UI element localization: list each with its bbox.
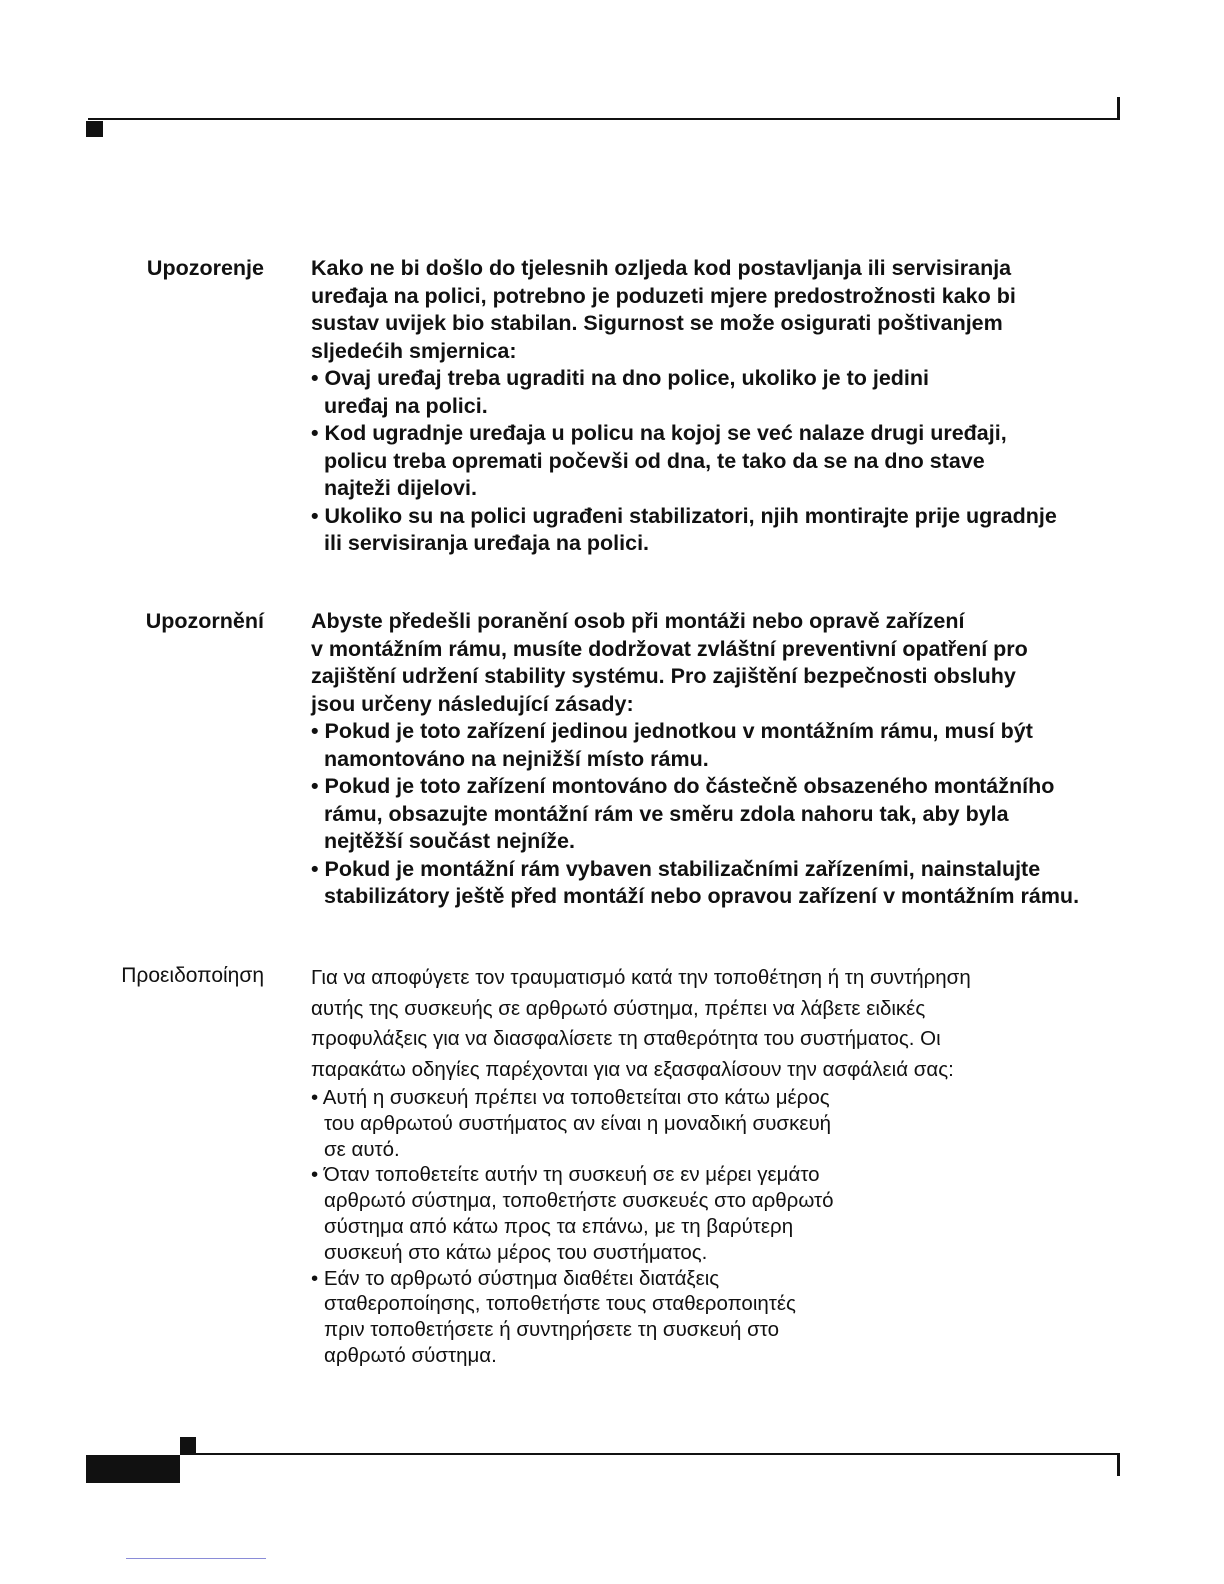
warning-intro-line: Kako ne bi došlo do tjelesnih ozljeda kod postavljanja ili servisiranja	[311, 256, 1012, 280]
bullet-line: • Όταν τοποθετείτε αυτήν τη συσκευή σε εν μέρει γεμάτο	[311, 1163, 820, 1187]
warning-intro-line: Abyste předešli poranění osob při montáži nebo opravě zařízení	[311, 609, 965, 633]
bullet-line: • Εάν το αρθρωτό σύστημα διαθέτει διατάξεις	[311, 1266, 720, 1290]
bullet-continuation: ili servisiranja uređaja na polici.	[324, 531, 650, 555]
warning-bullet	[311, 773, 1116, 856]
bullet-line: • Pokud je toto zařízení montováno do částečně obsazeného montážního	[311, 774, 1055, 798]
warning-intro-line: sljedećih smjernica:	[311, 338, 517, 363]
bullet-continuation: πριν τοποθετήσετε ή συντηρήσετε τη συσκευή στο	[324, 1318, 780, 1342]
bullet-line: • Ovaj uređaj treba ugraditi na dno police, ukoliko je to jedini	[311, 366, 929, 390]
warning-bullet-list	[311, 365, 1116, 558]
warning-intro-line: αυτής της συσκευής σε αρθρωτό σύστημα, πρέπει να λάβετε ειδικές	[311, 996, 926, 1020]
footer-small-square	[180, 1437, 196, 1453]
warning-label: Upozornění	[145, 609, 264, 633]
bullet-continuation: συσκευή στο κάτω μέρος του συστήματος.	[324, 1240, 708, 1264]
footer-page-block	[86, 1455, 180, 1483]
warning-bullet	[311, 365, 1116, 420]
bullet-continuation: namontováno na nejnižší místo rámu.	[324, 746, 709, 771]
bullet-line: • Pokud je montážní rám vybaven stabilizačními zařízeními, nainstalujte	[311, 856, 1041, 881]
warning-bullet-list	[311, 1085, 1116, 1369]
warning-body	[311, 963, 1116, 1369]
bullet-line: • Ukoliko su na polici ugrađeni stabilizatori, njih montirajte prije ugradnje	[311, 503, 1057, 528]
warning-bullet	[311, 856, 1116, 911]
warning-intro-line: παρακάτω οδηγίες παρέχονται για να εξασφαλίσουν την ασφάλειά σας:	[311, 1057, 954, 1081]
warning-intro-line: προφυλάξεις για να διασφαλίσετε τη σταθερότητα του συστήματος. Οι	[311, 1027, 941, 1050]
bullet-continuation: rámu, obsazujte montážní rám ve směru zdola nahoru tak, aby byla	[324, 801, 1009, 826]
warning-bullet	[311, 718, 1116, 773]
warning-bullet-list	[311, 718, 1116, 911]
bullet-continuation: σύστημα από κάτω προς τα επάνω, με τη βαρύτερη	[324, 1214, 794, 1238]
bullet-continuation: uređaj na polici.	[324, 393, 488, 418]
warning-bullet	[311, 420, 1116, 503]
footer-rule	[180, 1453, 1120, 1455]
header-right-tick	[1117, 97, 1120, 119]
warning-intro-line: uređaja na polici, potrebno je poduzeti mjere predostrožnosti kako bi	[311, 283, 1016, 308]
warning-intro-line: zajištění udržení stability systému. Pro zajištění bezpečnosti obsluhy	[311, 664, 1016, 688]
bullet-line: • Αυτή η συσκευή πρέπει να τοποθετείται στο κάτω μέρος	[311, 1086, 830, 1109]
bullet-continuation: αρθρωτό σύστημα, τοποθετήστε συσκευές στο αρθρωτό	[324, 1189, 834, 1213]
header-rule	[88, 118, 1120, 120]
footer-right-tick	[1117, 1455, 1120, 1476]
footer-link-underline	[126, 1558, 266, 1559]
bullet-line: • Kod ugradnje uređaja u policu na kojoj se već nalaze drugi uređaji,	[311, 421, 1007, 445]
bullet-continuation: του αρθρωτού συστήματος αν είναι η μοναδική συσκευή	[324, 1111, 832, 1135]
bullet-continuation: σταθεροποίησης, τοποθετήστε τους σταθεροποιητές	[324, 1292, 796, 1316]
warning-intro-line: sustav uvijek bio stabilan. Sigurnost se može osigurati poštivanjem	[311, 311, 1003, 335]
warning-label: Upozorenje	[146, 256, 264, 280]
warning-intro-line: Για να αποφύγετε τον τραυματισμό κατά την τοποθέτηση ή τη συντήρηση	[311, 966, 971, 989]
warning-body	[311, 608, 1116, 911]
warning-bullet	[311, 503, 1116, 558]
bullet-continuation: αρθρωτό σύστημα.	[324, 1343, 497, 1367]
header-left-square	[86, 121, 103, 137]
warning-bullet	[311, 1085, 1116, 1162]
bullet-continuation: nejtěžší součást nejníže.	[324, 829, 575, 853]
warning-bullet	[311, 1266, 1116, 1369]
warning-intro-line: v montážním rámu, musíte dodržovat zvláštní preventivní opatření pro	[311, 636, 1028, 661]
bullet-continuation: stabilizátory ještě před montáží nebo opravou zařízení v montážním rámu.	[324, 884, 1080, 908]
bullet-line: • Pokud je toto zařízení jedinou jednotkou v montážním rámu, musí být	[311, 719, 1033, 743]
warning-intro-line: jsou určeny následující zásady:	[311, 691, 634, 716]
warning-bullet	[311, 1162, 1116, 1265]
warning-label: Προειδοποίηση	[121, 964, 264, 987]
warning-body	[311, 255, 1116, 558]
bullet-continuation: σε αυτό.	[324, 1137, 400, 1161]
bullet-continuation: najteži dijelovi.	[324, 476, 477, 500]
bullet-continuation: policu treba opremati počevši od dna, te tako da se na dno stave	[324, 448, 985, 473]
